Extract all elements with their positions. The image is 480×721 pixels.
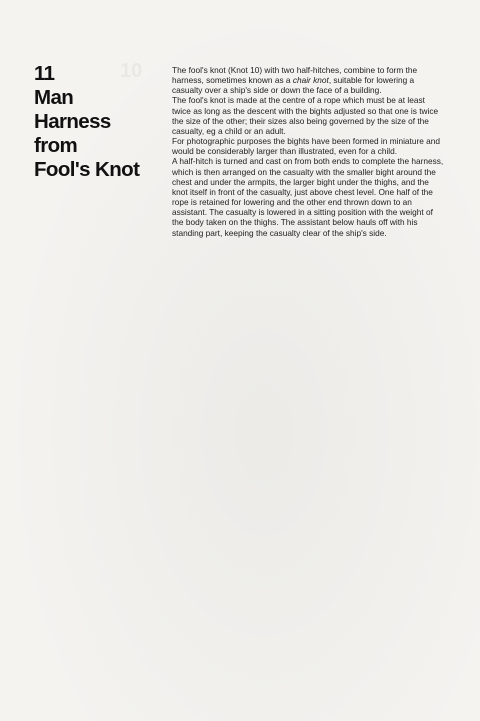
heading-number: 11 (34, 62, 55, 85)
section-heading (34, 62, 174, 182)
heading-line-2: Harness (34, 110, 111, 133)
heading-line-1: Man (34, 86, 74, 109)
paragraph-1-end: , suitable for lowering a casualty over a ship's side or down the face of a building. (172, 75, 415, 96)
paragraph-4: A half-hitch is turned and cast on from both ends to complete the harness, which is then arranged on the casualty with the smaller bight around the chest and under the armpits, the larger bight under the thighs, and the knot itself in front of the casualty, just above chest level. One half of the rope is retained for lowering and the other end thrown down to an assistant. The casualty is lowered in a sitting position with the weight of the body taken on the thighs. The assistant below hauls off with his standing part, keeping the casualty clear of the ship's side. (172, 156, 444, 238)
heading-line-3: from (34, 134, 78, 157)
paragraph-1-italic: chair knot (292, 75, 329, 86)
heading-line-4: Fool's Knot (34, 158, 140, 181)
paragraph-1-start: The fool's knot (Knot 10) with two half-hitches, combine to form the harness, sometimes known as a (172, 65, 418, 86)
paragraph-1 (172, 65, 446, 95)
paragraph-2: The fool's knot is made at the centre of a rope which must be at least twice as long as the descent with the bights adjusted so that one is twice the size of the other; their sizes also being governed by the size of the casualty, eg a child or an adult. (172, 95, 439, 136)
paragraph-3: For photographic purposes the bights have been formed in miniature and would be considerably larger than illustrated, even for a child. (172, 136, 440, 157)
body-text (172, 65, 446, 238)
